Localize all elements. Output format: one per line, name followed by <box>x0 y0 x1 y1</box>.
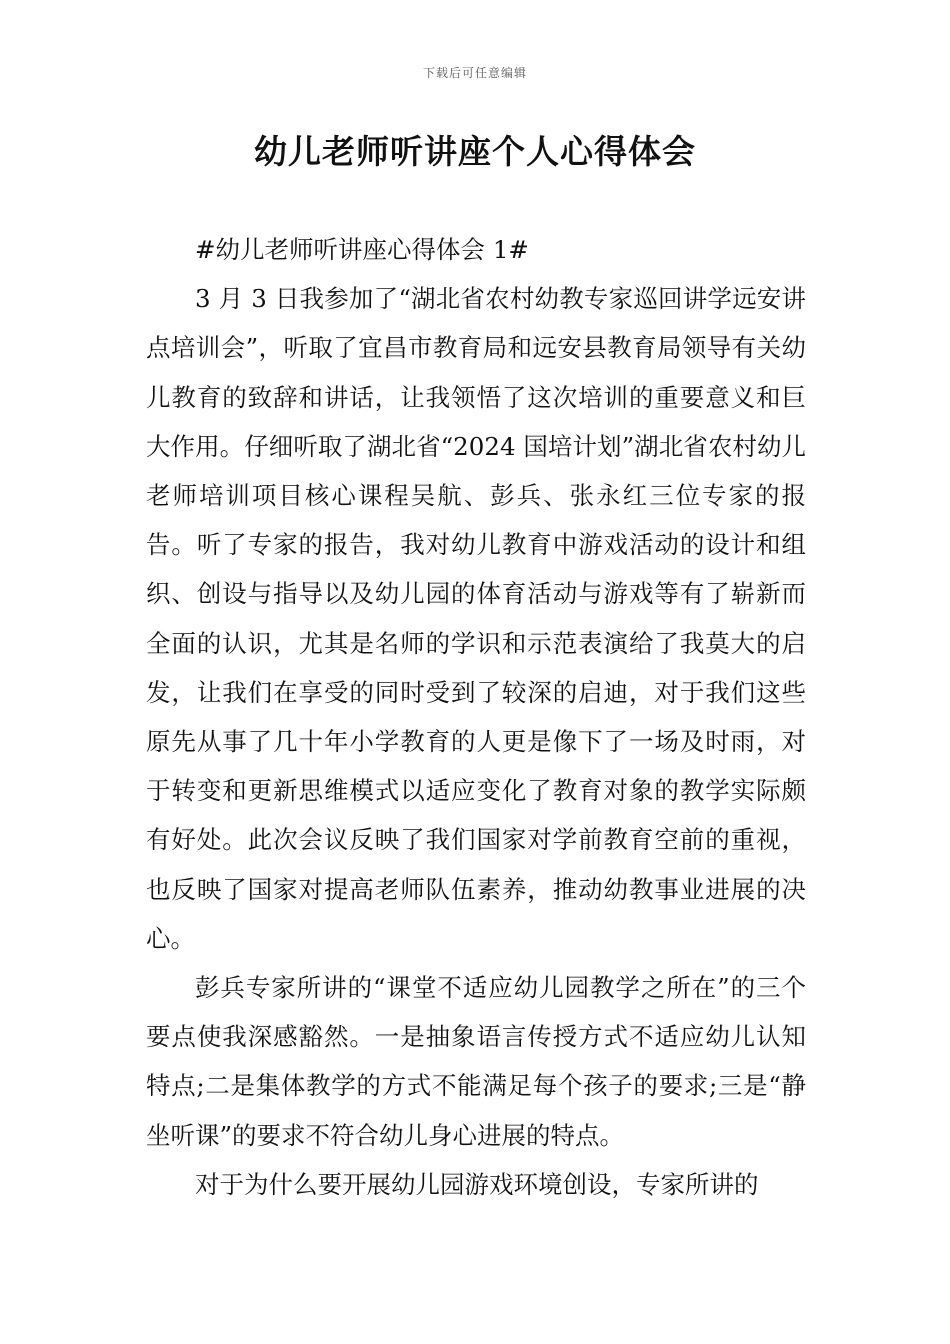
document-title: 幼儿老师听讲座个人心得体会 <box>254 132 696 171</box>
paragraph: 3 月 3 日我参加了“湖北省农村幼教专家巡回讲学远安讲点培训会”，听取了宜昌市教育局和远安县教育局领导有关幼儿教育的致辞和讲话，让我领悟了这次培训的重要意义和巨大作用。仔细听取了湖北省“2024 国培计划”湖北省农村幼儿老师培训项目核心课程吴航、彭兵、张永红三位专家的报告。听了专家的报告，我对幼儿教育中游戏活动的设计和组织、创设与指导以及幼儿园的体育活动与游戏等有了崭新而全面的认识，尤其是名师的学识和示范表演给了我莫大的启发，让我们在享受的同时受到了较深的启迪，对于我们这些原先从事了几十年小学教育的人更是像下了一场及时雨，对于转变和更新思维模式以适应变化了教育对象的教学实际颇有好处。此次会议反映了我们国家对学前教育空前的重视，也反映了国家对提高老师队伍素养，推动幼教事业进展的决心。 <box>146 284 806 953</box>
document-body <box>146 225 806 1209</box>
paragraph: 彭兵专家所讲的“课堂不适应幼儿园教学之所在”的三个要点使我深感豁然。一是抽象语言传授方式不适应幼儿认知特点;二是集体教学的方式不能满足每个孩子的要求;三是“静坐听课”的要求不符合幼儿身心进展的特点。 <box>146 973 806 1150</box>
section-heading: #幼儿老师听讲座心得体会 1# <box>195 235 529 264</box>
paragraph: 对于为什么要开展幼儿园游戏环境创设，专家所讲的 <box>195 1169 759 1199</box>
header-note: 下载后可任意编辑 <box>422 66 527 80</box>
